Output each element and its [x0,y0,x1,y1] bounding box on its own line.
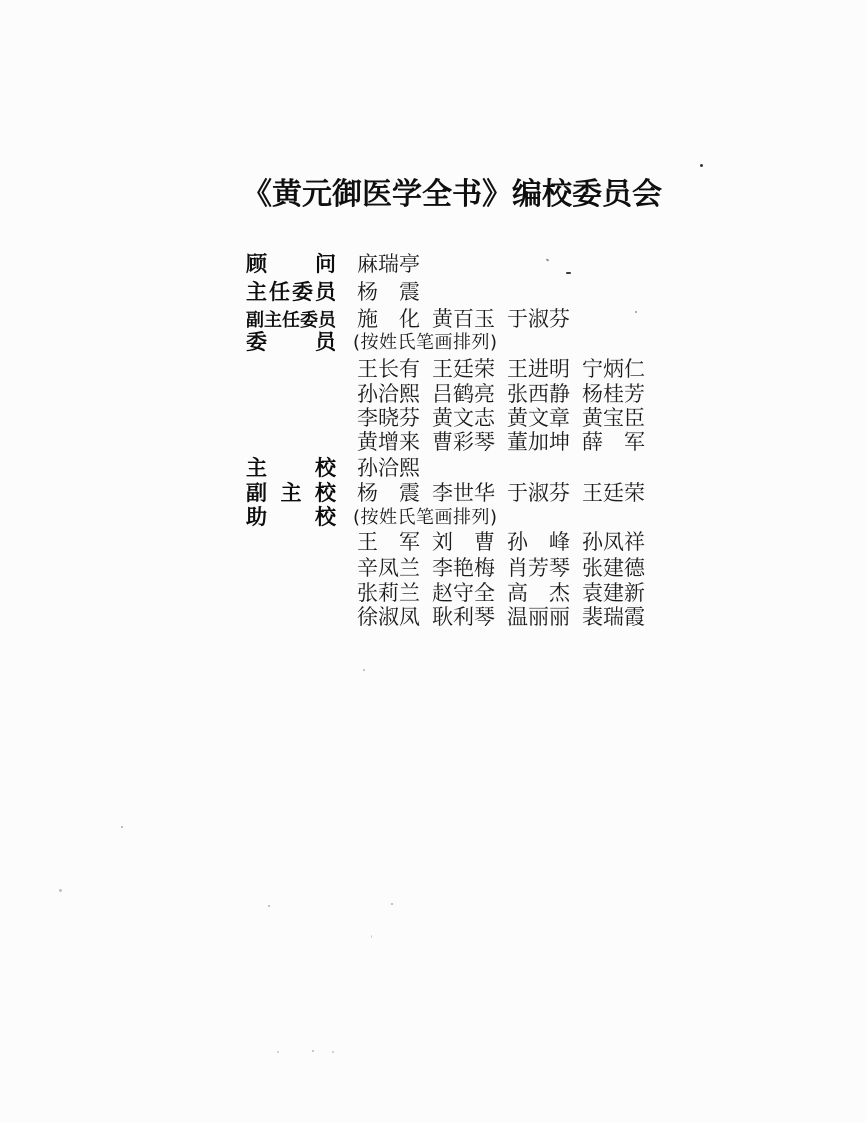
person-name: 张建德 [582,556,645,580]
person-name: 李艳梅 [432,556,495,580]
person-name: 黄宝臣 [582,406,645,430]
assistant-grid-row [357,557,657,579]
person-name: 孙洽熙 [357,456,420,480]
advisor-names [357,253,432,275]
assistant-sort-note: (按姓氏笔画排列) [353,507,498,528]
scan-speck [371,935,372,938]
person-name: 黄增来 [357,430,420,454]
person-name: 耿利琴 [432,605,495,629]
scan-speck [332,1051,334,1053]
person-name: 肖芳琴 [507,556,570,580]
person-name: 赵守全 [432,581,495,605]
assistant-grid-row [357,531,657,553]
person-name: 高杰 [507,581,570,605]
person-name: 李世华 [432,481,495,505]
chief-proofreader-names [357,457,432,479]
person-name: 刘曹 [432,530,495,554]
person-name: 温丽丽 [507,605,570,629]
scan-speck [312,1050,314,1052]
scan-speck [700,164,703,167]
person-name: 裴瑞霞 [582,605,645,629]
person-name: 吕鹤亮 [432,382,495,406]
members-grid-row [357,407,657,429]
label-deputy-proofreaders: 副主校 [246,481,336,505]
label-vice-chairs: 副主任委员 [246,310,336,331]
assistant-grid-row [357,606,657,628]
label-assistant-proofreaders: 助校 [246,505,336,529]
scan-speck [121,826,123,828]
vice-chair-names [357,308,582,330]
scan-speck [268,905,270,907]
person-name: 杨桂芳 [582,382,645,406]
person-name: 孙洽熙 [357,382,420,406]
members-sort-note: (按姓氏笔画排列) [353,332,498,353]
scan-speck [391,903,393,905]
person-name: 孙峰 [507,530,570,554]
person-name: 宁炳仁 [582,357,645,381]
person-name: 黄文志 [432,406,495,430]
members-grid-row [357,383,657,405]
person-name: 黄文章 [507,406,570,430]
person-name: 薛军 [582,430,645,454]
person-name: 徐淑凤 [357,605,420,629]
scan-speck [635,311,637,313]
person-name: 袁建新 [582,581,645,605]
person-name: 于淑芬 [507,307,570,331]
deputy-proofreader-names [357,482,657,504]
scan-speck [363,669,365,671]
person-name: 杨震 [357,280,420,304]
person-name: 张莉兰 [357,581,420,605]
person-name: 麻瑞亭 [357,252,420,276]
person-name: 王长有 [357,357,420,381]
scan-speck [546,258,550,261]
person-name: 杨震 [357,481,420,505]
person-name: 董加坤 [507,430,570,454]
person-name: 施化 [357,307,420,331]
scan-speck [59,889,62,892]
label-chief-proofreader: 主校 [246,456,336,480]
person-name: 黄百玉 [432,307,495,331]
person-name: 曹彩琴 [432,430,495,454]
chair-names [357,281,432,303]
person-name: 王进明 [507,357,570,381]
scan-speck [277,1051,279,1053]
person-name: 于淑芬 [507,481,570,505]
person-name: 张西静 [507,382,570,406]
person-name: 王廷荣 [432,357,495,381]
person-name: 王廷荣 [582,481,645,505]
person-name: 辛凤兰 [357,556,420,580]
scan-speck [566,272,571,274]
person-name: 李晓芬 [357,406,420,430]
person-name: 王军 [357,530,420,554]
label-members: 委员 [246,330,336,354]
assistant-grid-row [357,582,657,604]
person-name: 孙凤祥 [582,530,645,554]
page-title: 《黄元御医学全书》编校委员会 [242,177,662,212]
label-advisor: 顾问 [246,252,336,276]
members-grid-row [357,431,657,453]
label-chair: 主任委员 [246,280,336,304]
members-grid-row [357,358,657,380]
